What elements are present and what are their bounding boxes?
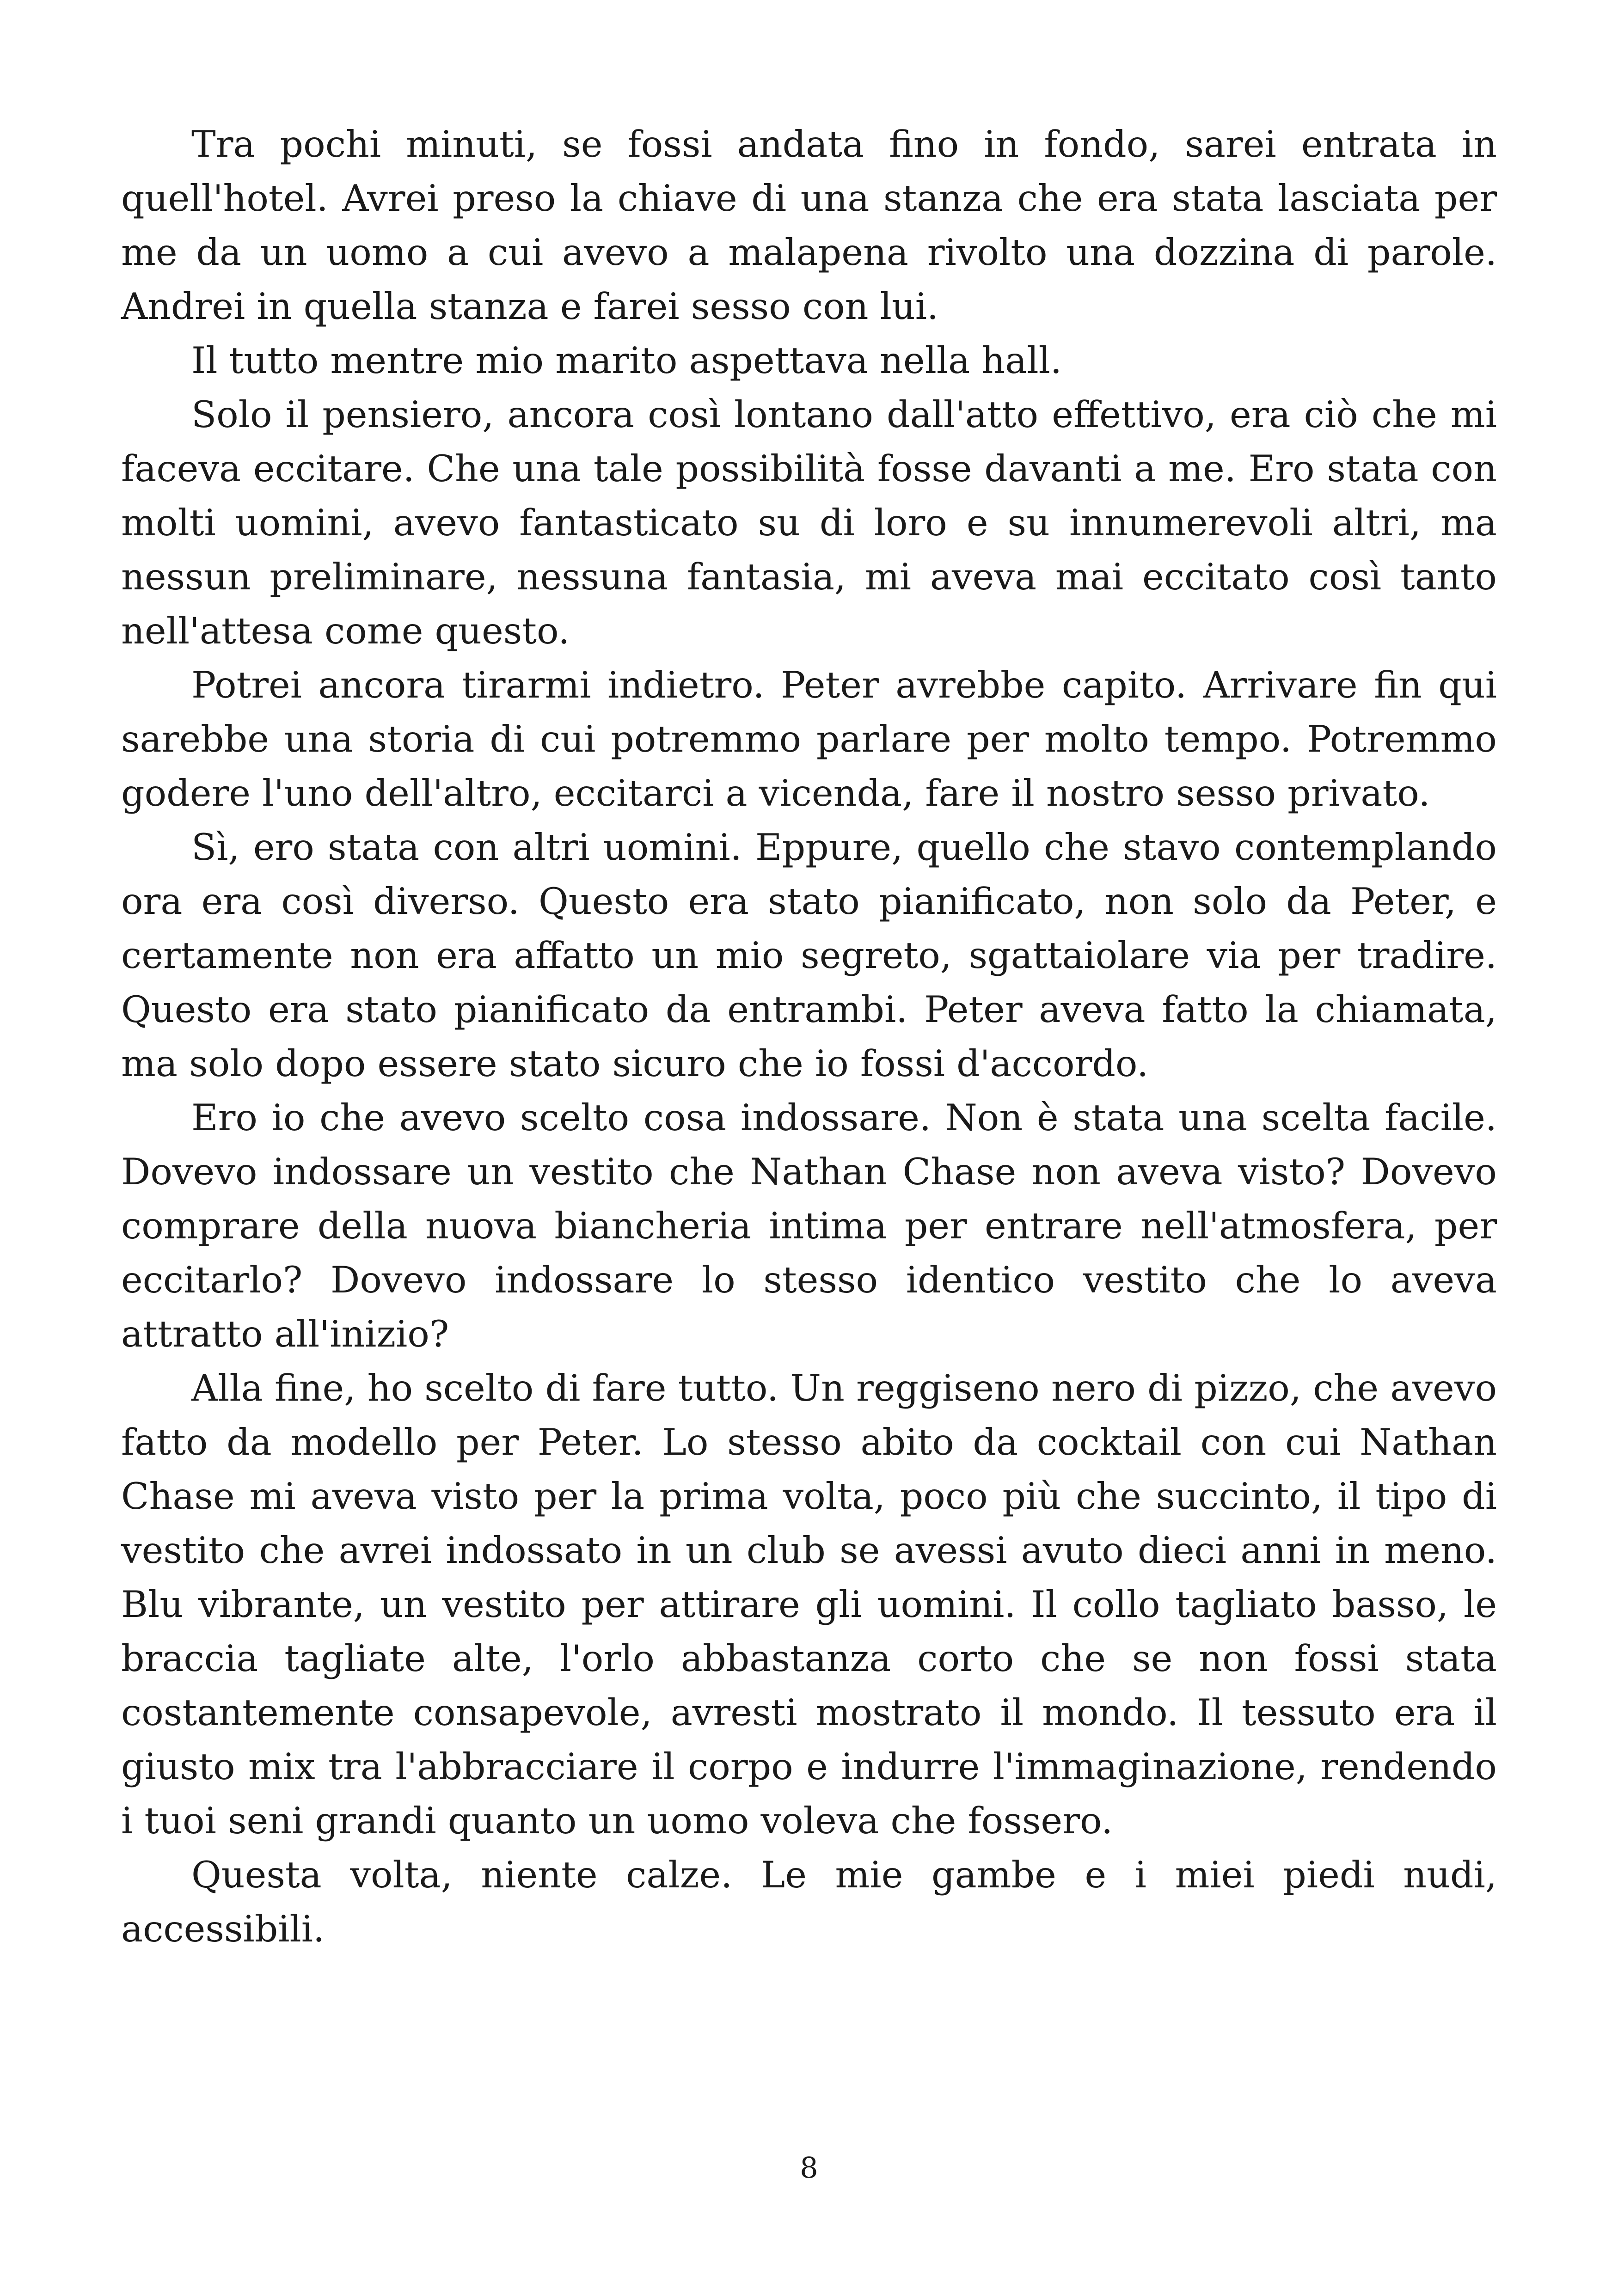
paragraph: Solo il pensiero, ancora così lontano dall'atto effettivo, era ciò che mi faceva eccitare. Che una tale possibilità fosse davanti a me. Ero stata con molti uomini, avevo fantasticato su di loro e su innumerevoli altri, ma nessun preliminare, nessuna fantasia, mi aveva mai eccitato così tanto nell'attesa come questo.: [121, 393, 1497, 652]
paragraph: Ero io che avevo scelto cosa indossare. Non è stata una scelta facile. Dovevo indossare un vestito che Nathan Chase non aveva visto? Dovevo comprare della nuova biancheria intima per entrare nell'atmosfera, per eccitarlo? Dovevo indossare lo stesso identico vestito che lo aveva attratto all'inizio?: [121, 1096, 1497, 1355]
paragraph: Il tutto mentre mio marito aspettava nella hall.: [191, 339, 1062, 382]
paragraph: Alla fine, ho scelto di fare tutto. Un reggiseno nero di pizzo, che avevo fatto da modello per Peter. Lo stesso abito da cocktail con cui Nathan Chase mi aveva visto per la prima volta, poco più che succinto, il tipo di vestito che avrei indossato in un club se avessi avuto dieci anni in meno. Blu vibrante, un vestito per attirare gli uomini. Il collo tagliato basso, le braccia tagliate alte, l'orlo abbastanza corto che se non fossi stata costantemente consapevole, avresti mostrato il mondo. Il tessuto era il giusto mix tra l'abbracciare il corpo e indurre l'immaginazione, rendendo i tuoi seni grandi quanto un uomo voleva che fossero.: [121, 1367, 1497, 1842]
paragraph: Sì, ero stata con altri uomini. Eppure, quello che stavo contemplando ora era così diverso. Questo era stato pianificato, non solo da Peter, e certamente non era affatto un mio segreto, sgattaiolare via per tradire. Questo era stato pianificato da entrambi. Peter aveva fatto la chiamata, ma solo dopo essere stato sicuro che io fossi d'accordo.: [121, 826, 1497, 1085]
paragraph: Potrei ancora tirarmi indietro. Peter avrebbe capito. Arrivare fin qui sarebbe una storia di cui potremmo parlare per molto tempo. Potremmo godere l'uno dell'altro, eccitarci a vicenda, fare il nostro sesso privato.: [121, 664, 1497, 814]
paragraph: Tra pochi minuti, se fossi andata fino in fondo, sarei entrata in quell'hotel. Avrei preso la chiave di una stanza che era stata lasciata per me da un uomo a cui avevo a malapena rivolto una dozzina di parole. Andrei in quella stanza e farei sesso con lui.: [121, 123, 1497, 328]
page-number: 8: [800, 2151, 818, 2185]
paragraph: Questa volta, niente calze. Le mie gambe e i miei piedi nudi, accessibili.: [121, 1854, 1497, 1950]
page-body: [121, 117, 1497, 1956]
